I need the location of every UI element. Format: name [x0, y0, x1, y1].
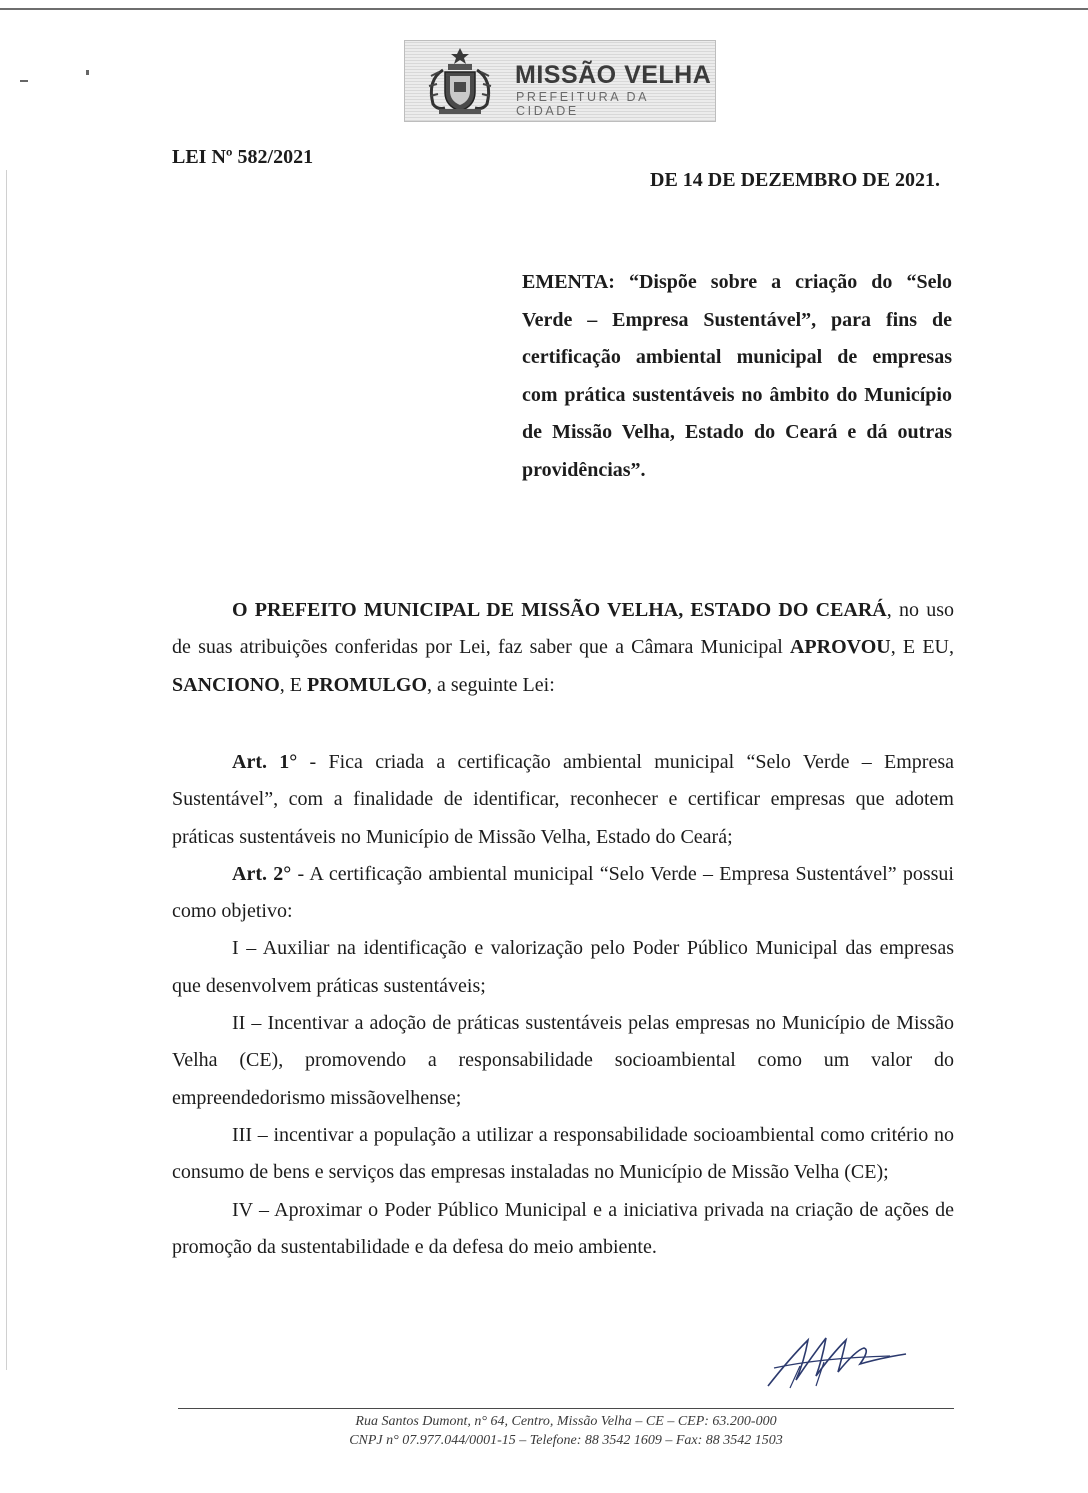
intro-text: , no uso de suas atribuições conferidas por Lei, faz saber que a Câmara Municipal — [172, 599, 954, 659]
objective-item: I – Auxiliar na identificação e valorização pelo Poder Público Municipal das empresas que desenvolvem práticas sustentáveis; — [172, 937, 954, 997]
intro-sanction: SANCIONO — [172, 673, 280, 696]
objective-item: IV – Aproximar o Poder Público Municipal e a iniciativa privada na criação de ações de promoção da sustentabilidade e da defesa do meio ambiente. — [172, 1198, 954, 1258]
footer-contacts: CNPJ n° 07.977.044/0001-15 – Telefone: 88 3542 1609 – Fax: 88 3542 1503 — [349, 1433, 783, 1448]
intro-paragraph — [172, 592, 954, 704]
intro-mayor: O PREFEITO MUNICIPAL DE MISSÃO VELHA, ESTADO DO CEARÁ — [232, 599, 887, 621]
footer-divider — [178, 1408, 954, 1409]
municipal-crest-icon — [417, 46, 503, 116]
article-1 — [172, 744, 954, 856]
letterhead-logo — [404, 40, 716, 122]
objective-item: III – incentivar a população a utilizar a responsabilidade socioambiental como critério no consumo de bens e serviços das empresas instaladas no Município de Missão Velha (CE); — [172, 1123, 954, 1184]
intro-text: , E EU, — [890, 636, 954, 659]
intro-text: , a seguinte Lei: — [427, 673, 555, 696]
ementa — [522, 264, 952, 489]
law-number: LEI Nº 582/2021 — [172, 146, 314, 168]
scan-top-edge — [0, 8, 1088, 10]
footer — [178, 1412, 954, 1450]
ementa-text: “Dispõe sobre a criação do “Selo Verde – Empresa Sustentável”, para fins de certificação ambiental municipal de empresas com prática sustentáveis no âmbito do Município de Missão Velha, Estado do Ceará e dá outras providências”. — [522, 271, 952, 481]
signature-icon — [760, 1328, 910, 1394]
article-1-label: Art. 1° — [232, 751, 298, 773]
article-1-text: - Fica criada a certificação ambiental municipal “Selo Verde – Empresa Sustentável”, com a finalidade de identificar, reconhecer e certificar empresas que adotem práticas sustentáveis no Município de Missão Velha, Estado do Ceará; — [172, 751, 954, 848]
article-2 — [172, 856, 954, 931]
intro-text: , E — [279, 673, 308, 696]
scan-speck — [20, 80, 28, 82]
law-date: DE 14 DE DEZEMBRO DE 2021. — [650, 169, 941, 191]
article-2-label: Art. 2° — [232, 862, 292, 885]
brand-name: MISSÃO VELHA — [515, 61, 712, 89]
objective-item: II – Incentivar a adoção de práticas sustentáveis pelas empresas no Município de Missão Velha (CE), promovendo a responsabilidade socioambiental como um valor do empreendedorismo missãovelhense; — [172, 1012, 954, 1109]
article-2-text: - A certificação ambiental municipal “Selo Verde – Empresa Sustentável” possui como objetivo: — [172, 862, 954, 923]
intro-approved: APROVOU — [789, 636, 891, 659]
scan-left-edge — [6, 170, 7, 1370]
brand-subtitle: PREFEITURA DA CIDADE — [516, 90, 649, 118]
footer-address: Rua Santos Dumont, n° 64, Centro, Missão Velha – CE – CEP: 63.200-000 — [355, 1414, 777, 1429]
scan-speck — [86, 70, 89, 75]
intro-promulgate: PROMULGO — [307, 673, 428, 696]
articles — [172, 744, 954, 1266]
ementa-label: EMENTA: — [522, 271, 615, 293]
